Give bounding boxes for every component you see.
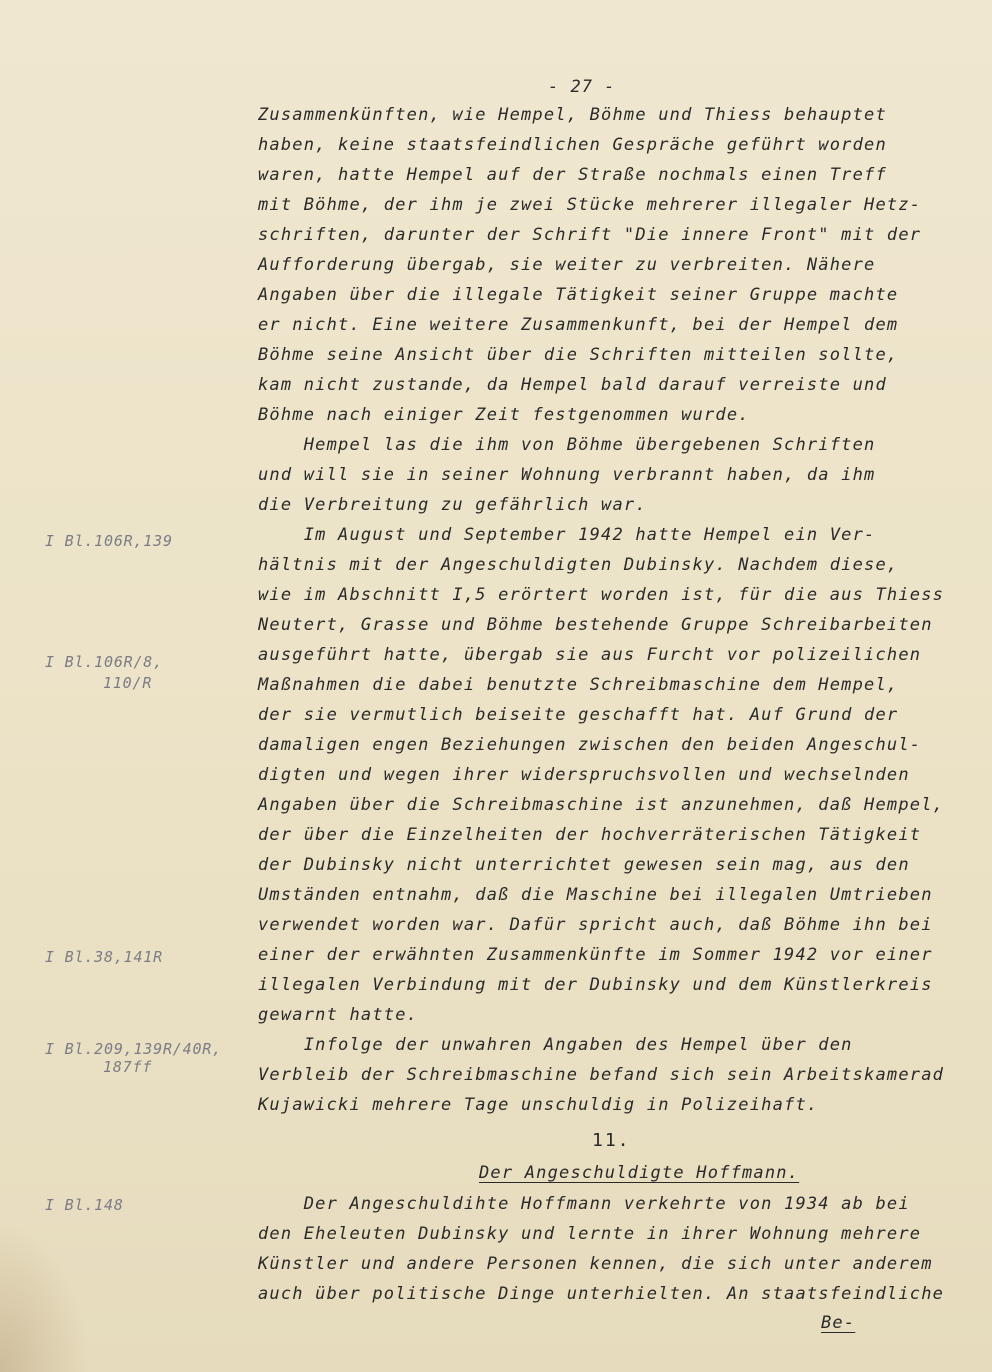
body-line: Böhme seine Ansicht über die Schriften mitteilen sollte, [258, 345, 899, 365]
body-line: Infolge der unwahren Angaben des Hempel über den [258, 1035, 853, 1055]
body-line: ausgeführt hatte, übergab sie aus Furcht vor polizeilichen [258, 645, 922, 665]
page-number: - 27 - [548, 77, 616, 97]
body-line: hältnis mit der Angeschuldigten Dubinsky. Nachdem diese, [258, 555, 899, 575]
body-line: Maßnahmen die dabei benutzte Schreibmaschine dem Hempel, [258, 675, 899, 695]
body-line: Der Angeschuldihte Hoffmann verkehrte von 1934 ab bei [258, 1194, 910, 1214]
body-line: schriften, darunter der Schrift "Die innere Front" mit der [258, 225, 922, 245]
body-line: waren, hatte Hempel auf der Straße nochmals einen Treff [258, 165, 887, 185]
body-line: Umständen entnahm, daß die Maschine bei illegalen Umtrieben [258, 885, 933, 905]
catchword: Be- [821, 1313, 856, 1333]
margin-reference: I Bl.209,139R/40R, [45, 1040, 222, 1058]
body-line: Angaben über die Schreibmaschine ist anzunehmen, daß Hempel, [258, 795, 945, 815]
body-line: der sie vermutlich beiseite geschafft hat. Auf Grund der [258, 705, 899, 725]
body-line: Kujawicki mehrere Tage unschuldig in Polizeihaft. [258, 1095, 819, 1115]
body-line: der Dubinsky nicht unterrichtet gewesen sein mag, aus den [258, 855, 910, 875]
body-line: illegalen Verbindung mit der Dubinsky und dem Künstlerkreis [258, 975, 933, 995]
body-line: haben, keine staatsfeindlichen Gespräche geführt worden [258, 135, 887, 155]
margin-reference: I Bl.38,141R [45, 948, 163, 966]
body-line: Aufforderung übergab, sie weiter zu verbreiten. Nähere [258, 255, 876, 275]
paper-stain [0, 1222, 90, 1372]
body-line: er nicht. Eine weitere Zusammenkunft, bei der Hempel dem [258, 315, 899, 335]
body-line: Künstler und andere Personen kennen, die sich unter anderem [258, 1254, 933, 1274]
section-title: Der Angeschuldigte Hoffmann. [479, 1163, 800, 1183]
body-line: Neutert, Grasse und Böhme bestehende Gruppe Schreibarbeiten [258, 615, 933, 635]
body-line: einer der erwähnten Zusammenkünfte im Sommer 1942 vor einer [258, 945, 933, 965]
body-line: wie im Abschnitt I,5 erörtert worden ist, für die aus Thiess [258, 585, 945, 605]
body-line: damaligen engen Beziehungen zwischen den beiden Angeschul- [258, 735, 922, 755]
margin-reference: I Bl.106R,139 [45, 532, 173, 550]
body-line: gewarnt hatte. [258, 1005, 419, 1025]
body-line: digten und wegen ihrer widerspruchsvollen und wechselnden [258, 765, 910, 785]
body-line: die Verbreitung zu gefährlich war. [258, 495, 647, 515]
margin-reference: 110/R [103, 674, 153, 692]
body-line: und will sie in seiner Wohnung verbrannt haben, da ihm [258, 465, 876, 485]
body-line: mit Böhme, der ihm je zwei Stücke mehrerer illegaler Hetz- [258, 195, 922, 215]
margin-reference: I Bl.106R/8, [45, 653, 163, 671]
body-line: Angaben über die illegale Tätigkeit seiner Gruppe machte [258, 285, 899, 305]
margin-reference: 187ff [103, 1058, 153, 1076]
section-number: 11. [592, 1130, 631, 1151]
body-line: Hempel las die ihm von Böhme übergebenen Schriften [258, 435, 876, 455]
body-line: kam nicht zustande, da Hempel bald darauf verreiste und [258, 375, 887, 395]
body-line: der über die Einzelheiten der hochverräterischen Tätigkeit [258, 825, 922, 845]
body-line: Böhme nach einiger Zeit festgenommen wurde. [258, 405, 750, 425]
margin-reference: I Bl.148 [45, 1196, 124, 1214]
body-line: Im August und September 1942 hatte Hempel ein Ver- [258, 525, 876, 545]
body-line: Zusammenkünften, wie Hempel, Böhme und Thiess behauptet [258, 105, 887, 125]
body-line: Verbleib der Schreibmaschine befand sich sein Arbeitskamerad [258, 1065, 945, 1085]
body-line: verwendet worden war. Dafür spricht auch, daß Böhme ihn bei [258, 915, 933, 935]
body-line: auch über politische Dinge unterhielten. An staatsfeindliche [258, 1284, 945, 1304]
body-line: den Eheleuten Dubinsky und lernte in ihrer Wohnung mehrere [258, 1224, 922, 1244]
